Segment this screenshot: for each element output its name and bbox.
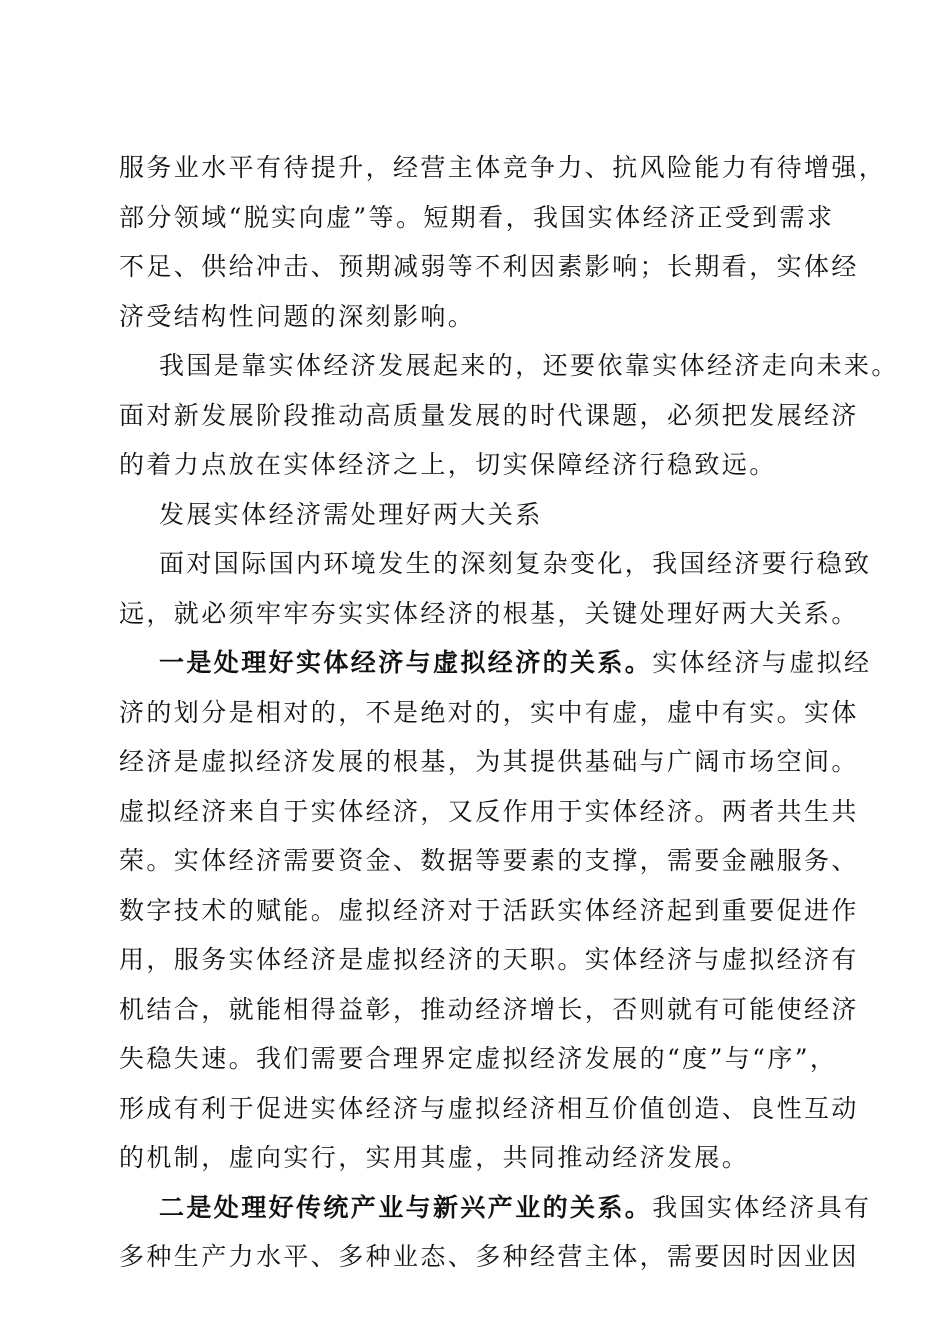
- body-line: 机结合，就能相得益彰，推动经济增长，否则就有可能使经济: [119, 994, 859, 1024]
- body-line: 远，就必须牢牢夯实实体经济的根基，关键处理好两大关系。: [119, 598, 859, 628]
- body-line: 不足、供给冲击、预期减弱等不利因素影响；长期看，实体经: [119, 252, 859, 281]
- body-line: 部分领域“脱实向虚”等。短期看，我国实体经济正受到需求: [119, 202, 835, 232]
- body-line: 的着力点放在实体经济之上，切实保障经济行稳致远。: [119, 450, 777, 479]
- body-line: 服务业水平有待提升，经营主体竞争力、抗风险能力有待增强，: [119, 153, 887, 182]
- section-heading: 发展实体经济需处理好两大关系: [159, 499, 543, 529]
- body-line: 虚拟经济来自于实体经济，又反作用于实体经济。两者共生共: [119, 796, 859, 826]
- body-line: 数字技术的赋能。虚拟经济对于活跃实体经济起到重要促进作: [119, 895, 859, 925]
- paragraph-start-line: 面对国际国内环境发生的深刻复杂变化，我国经济要行稳致: [159, 549, 872, 578]
- body-line: 济的划分是相对的，不是绝对的，实中有虚，虚中有实。实体: [119, 697, 859, 727]
- point-one-text: 实体经济与虚拟经: [652, 648, 872, 677]
- body-line: 济受结构性问题的深刻影响。: [119, 301, 476, 331]
- body-line: 荣。实体经济需要资金、数据等要素的支撑，需要金融服务、: [119, 846, 859, 875]
- body-line: 失稳失速。我们需要合理界定虚拟经济发展的“度”与“序”，: [119, 1044, 838, 1073]
- paragraph-start-line: 我国是靠实体经济发展起来的，还要依靠实体经济走向未来。: [159, 351, 899, 380]
- paragraph-start-line: [119, 1183, 872, 1233]
- body-line: 形成有利于促进实体经济与虚拟经济相互价值创造、良性互动: [119, 1093, 859, 1123]
- body-line: 用，服务实体经济是虚拟经济的天职。实体经济与虚拟经济有: [119, 945, 859, 974]
- point-one-heading: 一是处理好实体经济与虚拟经济的关系。: [159, 648, 653, 677]
- point-two-heading: 二是处理好传统产业与新兴产业的关系。: [159, 1192, 653, 1222]
- document-body: [119, 143, 899, 1282]
- body-line: 的机制，虚向实行，实用其虚，共同推动经济发展。: [119, 1143, 750, 1172]
- body-line: 多种生产力水平、多种业态、多种经营主体，需要因时因业因: [119, 1242, 859, 1271]
- point-two-text: 我国实体经济具有: [652, 1192, 872, 1222]
- paragraph-start-line: [119, 638, 872, 688]
- body-line: 面对新发展阶段推动高质量发展的时代课题，必须把发展经济: [119, 400, 859, 430]
- body-line: 经济是虚拟经济发展的根基，为其提供基础与广阔市场空间。: [119, 747, 859, 776]
